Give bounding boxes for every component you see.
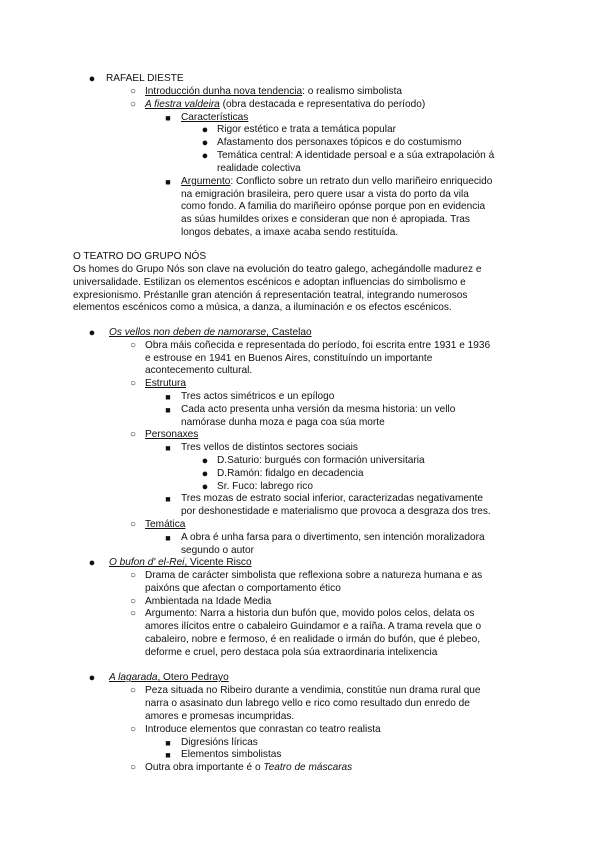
- argumento-text: : Conflicto sobre un retrato dun vello mariñeiro enriquecido: [230, 176, 493, 187]
- tematica-label: Temática: [145, 519, 186, 530]
- intro-line: Os homes do Grupo Nós son clave na evolución do teatro galego, achegándolle madurez e: [73, 264, 482, 275]
- list-item-continuation: por deshonestidade e materialismo que provoca a desgraza dos tres.: [181, 506, 491, 517]
- bullet-circle-icon: ○: [129, 86, 137, 97]
- bullet-dot-icon: ●: [88, 327, 96, 339]
- bullet-circle-icon: ○: [129, 724, 137, 735]
- bullet-square-icon: ■: [165, 392, 171, 402]
- dieste-title: RAFAEL DIESTE: [106, 73, 184, 84]
- otero-desc-line: narra o asasinato dun labrego vello e rico como resultado dun enredo de: [145, 698, 470, 709]
- bullet-square-icon: ■: [165, 750, 171, 760]
- bullet-dot-icon: ●: [88, 672, 96, 684]
- otero-other-work: [145, 762, 352, 775]
- bullet-square-icon: ■: [165, 405, 171, 415]
- list-item: D.Ramón: fidalgo en decadencia: [217, 468, 364, 479]
- list-item-continuation: segundo o autor: [181, 545, 254, 556]
- otero-other-title: Teatro de máscaras: [263, 762, 353, 773]
- otero-other-prefix: Outra obra importante é o: [145, 762, 264, 773]
- risco-line: Drama de carácter simbolista que reflexiona sobre a natureza humana e as: [145, 570, 483, 581]
- bullet-circle-icon: ○: [129, 429, 137, 440]
- otero-desc-line: Peza situada no Ribeiro durante a vendimia, constitúe nun drama rural que: [145, 685, 481, 696]
- otero-heading: [109, 672, 229, 685]
- risco-line: deforme e cruel, pero destaca pola súa extraordinaria intelixencia: [145, 647, 438, 658]
- bullet-circle-icon: ○: [129, 378, 137, 389]
- bullet-square-icon: ■: [165, 738, 171, 748]
- argumento-label: Argumento: [181, 176, 231, 187]
- bullet-dot-icon: ●: [88, 557, 96, 569]
- intro-line: elementos escénicos como a música, a danza, a iluminación e os efectos escénicos.: [73, 302, 452, 313]
- dieste-work-title: A fiestra valdeira: [145, 99, 220, 110]
- list-item-continuation: namórase dunha moza e paga coa súa morte: [181, 417, 385, 428]
- dieste-item-1-rest: : o realismo simbolista: [302, 86, 402, 97]
- bullet-dot-icon: ●: [201, 137, 209, 149]
- list-item: Sr. Fuco: labrego rico: [217, 481, 313, 492]
- risco-heading: [109, 557, 252, 570]
- otero-work-title: A lagarada: [109, 672, 158, 683]
- list-item: Digresións líricas: [181, 737, 258, 748]
- bullet-dot-icon: ●: [201, 150, 209, 162]
- dieste-item-2: [145, 99, 425, 112]
- dieste-item-1-label: Introducción dunha nova tendencia: [145, 86, 303, 97]
- otero-author: , Otero Pedrayo: [157, 672, 229, 683]
- bullet-square-icon: ■: [165, 113, 171, 123]
- bullet-square-icon: ■: [165, 177, 171, 187]
- intro-line: universalidade. Estilizan os elementos escénicos e adoptan influencias do simbolismo e: [73, 277, 466, 288]
- risco-line: paixóns que afectan o comportamento ético: [145, 583, 341, 594]
- bullet-circle-icon: ○: [129, 340, 137, 351]
- bullet-circle-icon: ○: [129, 570, 137, 581]
- list-item: Tres mozas de estrato social inferior, caracterizadas negativamente: [181, 493, 484, 504]
- argumento-line: longos debates, a imaxe acaba sendo restituída.: [181, 227, 399, 238]
- list-item: D.Saturio: burgués con formación universitaria: [217, 455, 425, 466]
- section-heading: O TEATRO DO GRUPO NÓS: [73, 251, 207, 262]
- risco-author: , Vicente Risco: [184, 557, 252, 568]
- risco-line: cabaleiro, nobre e fermoso, é en realidade o irmán do bufón, que é plebeo,: [145, 634, 481, 645]
- risco-line: Argumento: Narra a historia dun bufón que, movido polos celos, delata os: [145, 608, 475, 619]
- intro-line: expresionismo. Préstanlle gran atención á representación teatral, integrando numerosos: [73, 290, 468, 301]
- bullet-circle-icon: ○: [129, 99, 137, 110]
- castelao-desc-line: e estrouse en 1941 en Buenos Aires, constituíndo un importante: [145, 353, 433, 364]
- list-item: Afastamento dos personaxes tópicos e do costumismo: [217, 137, 462, 148]
- bullet-square-icon: ■: [165, 443, 171, 453]
- risco-line: Ambientada na Idade Media: [145, 596, 272, 607]
- argumento-line: [181, 176, 492, 189]
- list-item: Tres actos simétricos e un epílogo: [181, 391, 335, 402]
- otero-contrast: Introduce elementos que conrastan co teatro realista: [145, 724, 381, 735]
- bullet-circle-icon: ○: [129, 762, 137, 773]
- argumento-line: as súas humildes orixes e consideran que non é apropiada. Tras: [181, 214, 470, 225]
- bullet-circle-icon: ○: [129, 519, 137, 530]
- castelao-desc-line: Obra máis coñecida e representada do período, foi escrita entre 1931 e 1936: [145, 340, 491, 351]
- bullet-circle-icon: ○: [129, 685, 137, 696]
- bullet-dot-icon: ●: [88, 73, 96, 85]
- bullet-circle-icon: ○: [129, 608, 137, 619]
- list-item: Cada acto presenta unha versión da mesma historia: un vello: [181, 404, 456, 415]
- dieste-item-1: [145, 86, 402, 99]
- risco-line: amores ilícitos entre o cabaleiro Guindamor e a raíña. A trama revela que o: [145, 621, 482, 632]
- otero-desc-line: amores e promesas incumpridas.: [145, 711, 295, 722]
- bullet-dot-icon: ●: [201, 481, 209, 493]
- bullet-dot-icon: ●: [201, 124, 209, 136]
- personaxes-label: Personaxes: [145, 429, 199, 440]
- bullet-circle-icon: ○: [129, 596, 137, 607]
- dieste-item-2-rest: (obra destacada e representativa do período): [219, 99, 426, 110]
- list-item-continuation: realidade colectiva: [217, 163, 301, 174]
- list-item: A obra é unha farsa para o divertimento, sen intención moralizadora: [181, 532, 485, 543]
- estrutura-label: Estrutura: [145, 378, 186, 389]
- caracteristicas-label: Características: [181, 112, 249, 123]
- castelao-desc-line: acontecemento cultural.: [145, 365, 253, 376]
- bullet-dot-icon: ●: [201, 468, 209, 480]
- bullet-dot-icon: ●: [201, 455, 209, 467]
- castelao-author: , Castelao: [266, 327, 312, 338]
- list-item: Rigor estético e trata a temática popular: [217, 124, 396, 135]
- argumento-line: na emigración brasileira, pero quere usar a vista do porto da vila: [181, 189, 469, 200]
- castelao-heading: [109, 327, 312, 340]
- list-item: Temática central: A identidade persoal e a súa extrapolación á: [217, 150, 495, 161]
- bullet-square-icon: ■: [165, 494, 171, 504]
- argumento-line: como fondo. A familia do mariñeiro opónse porque pon en evidencia: [181, 201, 486, 212]
- list-item: Tres vellos de distintos sectores sociais: [181, 442, 358, 453]
- risco-work-title: O bufon d' el-Rei: [109, 557, 185, 568]
- castelao-work-title: Os vellos non deben de namorarse: [109, 327, 267, 338]
- bullet-square-icon: ■: [165, 533, 171, 543]
- list-item: Elementos simbolistas: [181, 749, 282, 760]
